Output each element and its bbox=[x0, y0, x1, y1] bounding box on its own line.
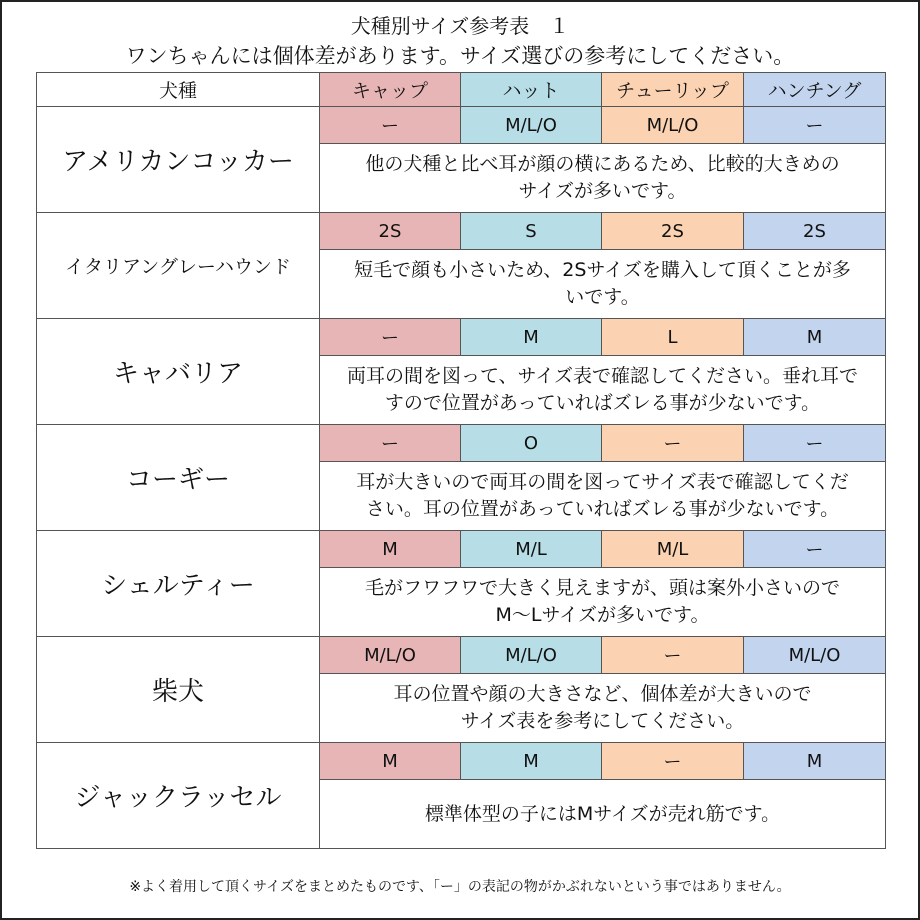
cap-size: M bbox=[320, 531, 461, 568]
page-subtitle: ワンちゃんには個体差があります。サイズ選びの参考にしてください。 bbox=[125, 44, 795, 68]
breed-name: キャバリア bbox=[37, 319, 320, 425]
table-row bbox=[37, 743, 886, 780]
note-line: 他の犬種と比べ耳が顔の横にあるため、比較的大きめの bbox=[365, 153, 840, 175]
hat-size: M/L/O bbox=[461, 107, 602, 144]
size-table bbox=[36, 72, 886, 849]
breed-name: シェルティー bbox=[37, 531, 320, 637]
table-row bbox=[37, 107, 886, 144]
breed-note bbox=[320, 568, 886, 637]
note-line: いです。 bbox=[565, 286, 640, 308]
tulip-size: M/L bbox=[602, 531, 744, 568]
breed-name: 柴犬 bbox=[37, 637, 320, 743]
table-row bbox=[37, 637, 886, 674]
footnote: ※よく着用して頂くサイズをまとめたものです、「ー」の表記の物がかぶれないという事ではありません。 bbox=[129, 879, 791, 895]
note-line: さい。耳の位置があっていればズレる事が少ないです。 bbox=[365, 498, 840, 520]
hat-column-header: ハット bbox=[461, 73, 602, 107]
table-row bbox=[37, 213, 886, 250]
breed-note bbox=[320, 674, 886, 743]
cap-size: ー bbox=[320, 107, 461, 144]
breed-name: ジャックラッセル bbox=[37, 743, 320, 849]
note-line: すので位置があっていればズレる事が少ないです。 bbox=[384, 392, 821, 414]
table-row bbox=[37, 319, 886, 356]
breed-column-header: 犬種 bbox=[37, 73, 320, 107]
cap-size: 2S bbox=[320, 213, 461, 250]
breed-note bbox=[320, 462, 886, 531]
header-row bbox=[37, 73, 886, 107]
page-title: 犬種別サイズ参考表 １ bbox=[350, 14, 570, 38]
note-line: サイズが多いです。 bbox=[518, 180, 687, 202]
hunting-size: ー bbox=[744, 107, 886, 144]
breed-note bbox=[320, 780, 886, 849]
note-line: 耳の位置や顔の大きさなど、個体差が大きいので bbox=[393, 683, 812, 705]
hat-size: M/L/O bbox=[461, 637, 602, 674]
hat-size: O bbox=[461, 425, 602, 462]
hat-size: M/L bbox=[461, 531, 602, 568]
note-line: 短毛で顔も小さいため、2Sサイズを購入して頂くことが多 bbox=[354, 259, 851, 281]
hat-size: M bbox=[461, 743, 602, 780]
tulip-column-header: チューリップ bbox=[602, 73, 744, 107]
cap-column-header: キャップ bbox=[320, 73, 461, 107]
hunting-size: M bbox=[744, 743, 886, 780]
tulip-size: L bbox=[602, 319, 744, 356]
cap-size: M/L/O bbox=[320, 637, 461, 674]
note-line: サイズ表を参考にしてください。 bbox=[460, 710, 745, 732]
table-row bbox=[37, 425, 886, 462]
breed-note bbox=[320, 144, 886, 213]
breed-name: コーギー bbox=[37, 425, 320, 531]
hat-size: S bbox=[461, 213, 602, 250]
hunting-size: M bbox=[744, 319, 886, 356]
hunting-size: 2S bbox=[744, 213, 886, 250]
hunting-size: M/L/O bbox=[744, 637, 886, 674]
note-line: M～Lサイズが多いです。 bbox=[495, 604, 710, 626]
tulip-size: ー bbox=[602, 743, 744, 780]
breed-note bbox=[320, 250, 886, 319]
hunting-size: ー bbox=[744, 531, 886, 568]
hunting-column-header: ハンチング bbox=[744, 73, 886, 107]
table-row bbox=[37, 531, 886, 568]
hat-size: M bbox=[461, 319, 602, 356]
note-line: 耳が大きいので両耳の間を図ってサイズ表で確認してくだ bbox=[356, 471, 849, 493]
tulip-size: M/L/O bbox=[602, 107, 744, 144]
breed-name: イタリアングレーハウンド bbox=[37, 213, 320, 319]
tulip-size: 2S bbox=[602, 213, 744, 250]
note-line: 毛がフワフワで大きく見えますが、頭は案外小さいので bbox=[364, 577, 840, 599]
cap-size: ー bbox=[320, 425, 461, 462]
cap-size: M bbox=[320, 743, 461, 780]
note-line: 両耳の間を図って、サイズ表で確認してください。垂れ耳で bbox=[346, 365, 859, 387]
breed-note bbox=[320, 356, 886, 425]
hunting-size: ー bbox=[744, 425, 886, 462]
tulip-size: ー bbox=[602, 637, 744, 674]
breed-name: アメリカンコッカー bbox=[37, 107, 320, 213]
note-line: 標準体型の子にはMサイズが売れ筋です。 bbox=[424, 802, 781, 825]
tulip-size: ー bbox=[602, 425, 744, 462]
cap-size: ー bbox=[320, 319, 461, 356]
